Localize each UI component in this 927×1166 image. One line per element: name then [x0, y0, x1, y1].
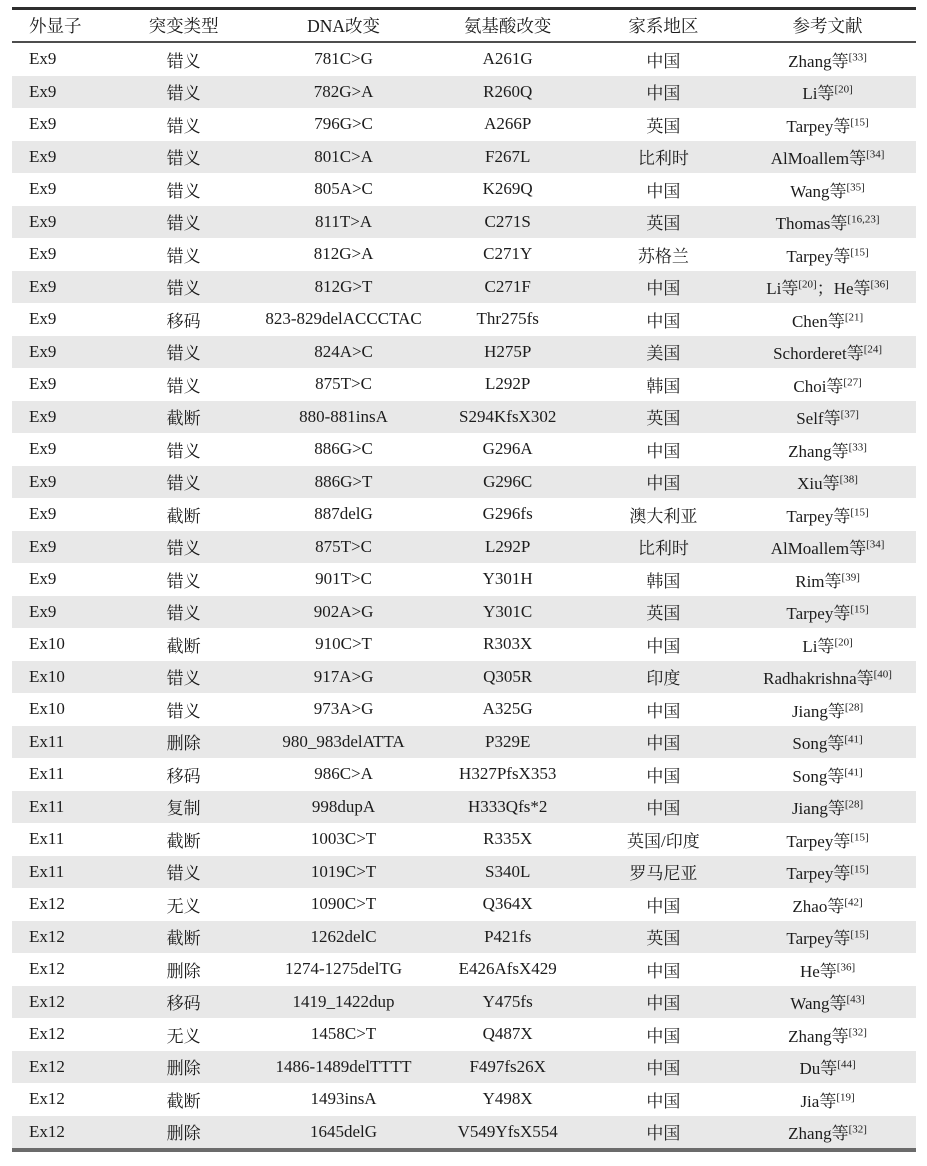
table-row: [12, 953, 916, 986]
cell-reference: Zhao等[42]: [792, 896, 863, 916]
cell-aa-change: C271Y: [483, 244, 533, 264]
cell-mutation-type: 无义: [166, 896, 201, 916]
cell-dna-change: 1019C>T: [259, 856, 427, 889]
cell-dna-change: 1003C>T: [310, 829, 377, 849]
cell-aa-change: C271F: [428, 271, 588, 304]
cell-aa-change: K269Q: [482, 179, 533, 199]
cell-dna-change: 823-829delACCCTAC: [265, 309, 422, 329]
column-header-aa-change: 氨基酸改变: [428, 9, 588, 43]
cell-exon: Ex12: [12, 986, 108, 1019]
cell-region: 中国: [646, 441, 681, 461]
cell-aa-change: Y301C: [428, 596, 588, 629]
cell-reference: Zhang等[33]: [788, 51, 867, 71]
table-row: [12, 206, 916, 239]
cell-mutation-type: 错义: [108, 596, 259, 629]
cell-mutation-type: 无义: [166, 1026, 201, 1046]
reference-superscript: [28]: [844, 798, 864, 811]
reference-superscript: [36]: [836, 961, 856, 974]
cell-exon: Ex10: [29, 634, 65, 654]
cell-exon: Ex9: [12, 401, 108, 434]
cell-region: 英国: [588, 206, 739, 239]
cell-region: 澳大利亚: [629, 506, 698, 526]
cell-reference: Li等[20]: [802, 636, 853, 656]
cell-region: 英国/印度: [627, 831, 700, 851]
cell-region: 中国: [646, 636, 681, 656]
cell-dna-change: 801C>A: [259, 141, 427, 174]
cell-reference: Thomas等[16,23]: [739, 206, 916, 239]
cell-mutation-type: 错义: [166, 246, 201, 266]
cell-exon: Ex12: [29, 1024, 65, 1044]
table-row: [12, 433, 916, 466]
cell-region: 中国: [646, 51, 681, 71]
cell-aa-change: A266P: [484, 114, 532, 134]
column-header-exon: 外显子: [12, 9, 108, 43]
table-row: [12, 823, 916, 856]
table-row: [12, 693, 916, 726]
cell-exon: Ex9: [12, 271, 108, 304]
cell-mutation-type: 移码: [166, 766, 201, 786]
cell-region: 中国: [588, 986, 739, 1019]
cell-aa-change: F267L: [428, 141, 588, 174]
table-row: [12, 76, 916, 109]
cell-exon: Ex12: [12, 1116, 108, 1151]
table-row: [12, 791, 916, 824]
cell-aa-change: R335X: [483, 829, 533, 849]
reference-superscript: [43]: [846, 993, 865, 1006]
cell-dna-change: 1090C>T: [310, 894, 377, 914]
reference-superscript: [15]: [850, 506, 869, 519]
cell-aa-change: G296fs: [482, 504, 533, 524]
cell-mutation-type: 截断: [166, 506, 201, 526]
cell-mutation-type: 截断: [108, 401, 259, 434]
cell-mutation-type: 删除: [108, 1116, 259, 1151]
cell-aa-change: S294KfsX302: [428, 401, 588, 434]
cell-mutation-type: 错义: [166, 51, 201, 71]
reference-superscript: [20]: [834, 636, 853, 649]
cell-reference: Self等[37]: [739, 401, 916, 434]
reference-superscript: [37]: [840, 408, 859, 421]
cell-mutation-type: 删除: [166, 961, 201, 981]
cell-dna-change: 796G>C: [314, 114, 373, 134]
cell-mutation-type: 删除: [108, 1051, 259, 1084]
cell-reference: Jia等[19]: [800, 1091, 855, 1111]
cell-aa-change: Y498X: [482, 1089, 533, 1109]
cell-region: 比利时: [588, 141, 739, 174]
cell-reference: Tarpey等[15]: [786, 831, 869, 851]
table-row: [12, 661, 916, 694]
table-row: [12, 531, 916, 564]
table-row: [12, 1051, 916, 1084]
cell-mutation-type: 错义: [108, 336, 259, 369]
cell-mutation-type: 截断: [166, 831, 201, 851]
cell-exon: Ex11: [12, 856, 108, 889]
cell-exon: Ex11: [12, 726, 108, 759]
cell-reference: Schorderet等[24]: [739, 336, 916, 369]
cell-dna-change: 917A>G: [259, 661, 427, 694]
cell-region: 印度: [588, 661, 739, 694]
cell-aa-change: H327PfsX353: [459, 764, 557, 784]
cell-dna-change: 1274-1275delTG: [284, 959, 403, 979]
cell-exon: Ex9: [12, 141, 108, 174]
table-header: [12, 9, 916, 43]
cell-aa-change: Q487X: [482, 1024, 533, 1044]
table-row: [12, 498, 916, 531]
cell-aa-change: H333Qfs*2: [428, 791, 588, 824]
cell-mutation-type: 截断: [166, 636, 201, 656]
reference-superscript: [41]: [844, 766, 863, 779]
cell-dna-change: 812G>A: [313, 244, 374, 264]
cell-exon: Ex9: [12, 531, 108, 564]
cell-dna-change: 886G>C: [314, 439, 373, 459]
cell-reference: Tarpey等[15]: [739, 856, 916, 889]
table-row: [12, 986, 916, 1019]
cell-reference: Tarpey等[15]: [739, 596, 916, 629]
cell-dna-change: 1262delC: [259, 921, 427, 954]
reference-superscript: [20]: [834, 83, 853, 96]
cell-exon: Ex9: [29, 439, 57, 459]
cell-mutation-type: 复制: [108, 791, 259, 824]
column-header-reference: 参考文献: [739, 9, 916, 43]
cell-aa-change: V549YfsX554: [428, 1116, 588, 1151]
cell-exon: Ex11: [12, 791, 108, 824]
cell-region: 中国: [646, 181, 681, 201]
cell-exon: Ex9: [29, 114, 57, 134]
cell-region: 罗马尼亚: [588, 856, 739, 889]
cell-aa-change: C271S: [428, 206, 588, 239]
table-row: [12, 108, 916, 141]
cell-region: 苏格兰: [637, 246, 689, 266]
cell-exon: Ex9: [12, 466, 108, 499]
cell-aa-change: A261G: [482, 49, 533, 69]
cell-mutation-type: 错义: [108, 141, 259, 174]
table-row: [12, 238, 916, 271]
cell-mutation-type: 移码: [108, 986, 259, 1019]
cell-region: 比利时: [588, 531, 739, 564]
table-row: [12, 856, 916, 889]
cell-aa-change: P329E: [428, 726, 588, 759]
cell-dna-change: 887delG: [314, 504, 373, 524]
cell-exon: Ex9: [12, 206, 108, 239]
reference-superscript: [44]: [837, 1058, 856, 1071]
table-row: [12, 1083, 916, 1116]
table-row: [12, 466, 916, 499]
cell-exon: Ex9: [29, 374, 57, 394]
cell-reference: Jiang等[28]: [791, 701, 864, 721]
cell-dna-change: 902A>G: [259, 596, 427, 629]
cell-mutation-type: 错义: [108, 271, 259, 304]
cell-aa-change: Thr275fs: [476, 309, 539, 329]
cell-mutation-type: 错义: [108, 466, 259, 499]
table-row: [12, 173, 916, 206]
reference-superscript: [34]: [866, 148, 885, 161]
cell-mutation-type: 错义: [166, 181, 201, 201]
cell-reference: Jiang等[28]: [739, 791, 916, 824]
cell-mutation-type: 错义: [108, 76, 259, 109]
table-row: [12, 336, 916, 369]
cell-exon: Ex12: [12, 1051, 108, 1084]
cell-mutation-type: 错义: [166, 116, 201, 136]
cell-reference: Chen等[21]: [791, 311, 864, 331]
cell-reference: Wang等[35]: [790, 181, 865, 201]
cell-mutation-type: 截断: [166, 1091, 201, 1111]
reference-superscript: [27]: [843, 376, 862, 389]
reference-superscript: [40]: [873, 668, 892, 681]
reference-superscript: [42]: [844, 896, 863, 909]
cell-region: 英国: [588, 401, 739, 434]
cell-exon: Ex9: [12, 76, 108, 109]
table-body: [12, 42, 916, 1150]
cell-region: 中国: [646, 701, 681, 721]
cell-dna-change: 1486-1489delTTTT: [259, 1051, 427, 1084]
table-row: [12, 368, 916, 401]
cell-dna-change: 811T>A: [259, 206, 427, 239]
reference-superscript: [38]: [839, 473, 858, 486]
table-row: [12, 1116, 916, 1151]
cell-reference: Rim等[39]: [795, 571, 860, 591]
cell-reference: Tarpey等[15]: [786, 116, 869, 136]
cell-reference: Du等[44]: [739, 1051, 916, 1084]
cell-aa-change: F497fs26X: [428, 1051, 588, 1084]
cell-region: 中国: [646, 961, 681, 981]
cell-aa-change: Q364X: [482, 894, 533, 914]
cell-aa-change: A325G: [482, 699, 533, 719]
reference-superscript: [39]: [841, 571, 860, 584]
cell-exon: Ex9: [29, 569, 57, 589]
cell-region: 韩国: [646, 376, 681, 396]
mutation-table: [12, 7, 916, 1152]
cell-exon: Ex9: [29, 504, 57, 524]
column-header-region: 家系地区: [588, 9, 739, 43]
cell-exon: Ex9: [29, 49, 57, 69]
cell-dna-change: 782G>A: [259, 76, 427, 109]
cell-exon: Ex9: [12, 336, 108, 369]
cell-mutation-type: 错义: [166, 701, 201, 721]
reference-superscript: [41]: [844, 733, 863, 746]
cell-dna-change: 1419_1422dup: [259, 986, 427, 1019]
column-header-dna-change: DNA改变: [259, 9, 427, 43]
cell-reference: He等[36]: [799, 961, 856, 981]
cell-dna-change: 1493insA: [310, 1089, 377, 1109]
cell-reference: Zhang等[32]: [788, 1026, 867, 1046]
cell-region: 英国: [588, 921, 739, 954]
cell-reference: AlMoallem等[34]: [739, 531, 916, 564]
cell-reference: Choi等[27]: [793, 376, 862, 396]
cell-dna-change: 986C>A: [314, 764, 373, 784]
cell-mutation-type: 删除: [108, 726, 259, 759]
cell-aa-change: H275P: [428, 336, 588, 369]
cell-region: 中国: [646, 896, 681, 916]
table-row: [12, 563, 916, 596]
table-row: [12, 303, 916, 336]
cell-region: 中国: [646, 1091, 681, 1111]
cell-reference: Wang等[43]: [739, 986, 916, 1019]
cell-region: 中国: [588, 76, 739, 109]
cell-reference: Zhang等[32]: [739, 1116, 916, 1151]
cell-region: 中国: [588, 1051, 739, 1084]
reference-superscript: [15]: [850, 831, 869, 844]
cell-aa-change: Q305R: [428, 661, 588, 694]
cell-region: 中国: [588, 271, 739, 304]
cell-dna-change: 998dupA: [259, 791, 427, 824]
cell-region: 英国: [646, 116, 681, 136]
cell-aa-change: G296C: [428, 466, 588, 499]
cell-dna-change: 805A>C: [314, 179, 373, 199]
cell-region: 中国: [646, 766, 681, 786]
cell-mutation-type: 错义: [166, 376, 201, 396]
cell-dna-change: 1458C>T: [310, 1024, 377, 1044]
reference-superscript: [19]: [836, 1091, 855, 1104]
cell-reference: Xiu等[38]: [739, 466, 916, 499]
table-row: [12, 1018, 916, 1051]
cell-dna-change: 824A>C: [259, 336, 427, 369]
cell-reference: Tarpey等[15]: [739, 921, 916, 954]
cell-aa-change: R260Q: [428, 76, 588, 109]
cell-exon: Ex11: [29, 764, 65, 784]
header-row: [12, 9, 916, 43]
cell-region: 中国: [646, 1026, 681, 1046]
reference-superscript: [33]: [848, 51, 867, 64]
cell-exon: Ex12: [29, 959, 65, 979]
cell-aa-change: E426AfsX429: [458, 959, 557, 979]
cell-dna-change: 875T>C: [259, 531, 427, 564]
reference-superscript: [34]: [866, 538, 885, 551]
cell-reference: Tarpey等[15]: [786, 246, 869, 266]
cell-exon: Ex10: [12, 661, 108, 694]
cell-reference: Zhang等[33]: [788, 441, 867, 461]
reference-superscript: [32]: [848, 1026, 867, 1039]
cell-aa-change: L292P: [485, 374, 531, 394]
cell-exon: Ex12: [29, 1089, 65, 1109]
table-row: [12, 628, 916, 661]
cell-reference: Tarpey等[15]: [786, 506, 869, 526]
table-row: [12, 758, 916, 791]
cell-reference: Song等[41]: [792, 766, 863, 786]
cell-dna-change: 886G>T: [259, 466, 427, 499]
reference-superscript: [33]: [848, 441, 867, 454]
cell-dna-change: 901T>C: [315, 569, 372, 589]
cell-mutation-type: 移码: [166, 311, 201, 331]
table-row: [12, 271, 916, 304]
reference-superscript: [36]: [870, 278, 889, 291]
cell-dna-change: 875T>C: [315, 374, 372, 394]
table-row: [12, 726, 916, 759]
reference-superscript: [35]: [846, 181, 865, 194]
reference-superscript: [24]: [863, 343, 883, 356]
reference-superscript: [28]: [844, 701, 864, 714]
cell-exon: Ex9: [29, 179, 57, 199]
cell-reference: Song等[41]: [739, 726, 916, 759]
reference-superscript: [15]: [850, 928, 869, 941]
cell-dna-change: 812G>T: [259, 271, 427, 304]
cell-region: 中国: [588, 1116, 739, 1151]
table-row: [12, 888, 916, 921]
cell-region: 中国: [588, 726, 739, 759]
cell-reference: Li等[20]；He等[36]: [739, 271, 916, 304]
table-row: [12, 596, 916, 629]
cell-mutation-type: 错义: [108, 206, 259, 239]
cell-dna-change: 980_983delATTA: [259, 726, 427, 759]
reference-superscript: [32]: [848, 1123, 867, 1136]
reference-superscript: [20]: [798, 278, 817, 291]
cell-exon: Ex12: [29, 894, 65, 914]
cell-aa-change: Y475fs: [428, 986, 588, 1019]
cell-reference: AlMoallem等[34]: [739, 141, 916, 174]
cell-dna-change: 910C>T: [315, 634, 372, 654]
reference-superscript: [15]: [850, 246, 869, 259]
cell-mutation-type: 错义: [108, 661, 259, 694]
cell-dna-change: 973A>G: [313, 699, 374, 719]
cell-dna-change: 1645delG: [259, 1116, 427, 1151]
cell-exon: Ex9: [29, 244, 57, 264]
mutation-table-container: [12, 7, 916, 1152]
cell-mutation-type: 错义: [166, 571, 201, 591]
reference-superscript: [15]: [850, 603, 869, 616]
reference-superscript: [16,23]: [847, 213, 880, 226]
cell-dna-change: 781C>G: [314, 49, 373, 69]
cell-aa-change: S340L: [428, 856, 588, 889]
cell-aa-change: P421fs: [428, 921, 588, 954]
table-row: [12, 141, 916, 174]
cell-region: 韩国: [646, 571, 681, 591]
column-header-mutation-type: 突变类型: [108, 9, 259, 43]
cell-exon: Ex9: [12, 596, 108, 629]
cell-region: 中国: [588, 791, 739, 824]
cell-aa-change: L292P: [428, 531, 588, 564]
table-row: [12, 921, 916, 954]
cell-exon: Ex12: [12, 921, 108, 954]
cell-mutation-type: 错义: [108, 531, 259, 564]
cell-exon: Ex9: [29, 309, 57, 329]
cell-region: 美国: [588, 336, 739, 369]
cell-region: 中国: [588, 466, 739, 499]
cell-dna-change: 880-881insA: [259, 401, 427, 434]
cell-region: 英国: [588, 596, 739, 629]
cell-mutation-type: 错义: [166, 441, 201, 461]
reference-superscript: [15]: [850, 116, 869, 129]
cell-aa-change: R303X: [483, 634, 533, 654]
reference-superscript: [21]: [844, 311, 864, 324]
cell-reference: Radhakrishna等[40]: [739, 661, 916, 694]
cell-exon: Ex10: [29, 699, 65, 719]
cell-mutation-type: 错义: [108, 856, 259, 889]
table-row: [12, 401, 916, 434]
table-row: [12, 42, 916, 76]
reference-superscript: [15]: [850, 863, 869, 876]
cell-region: 中国: [646, 311, 681, 331]
cell-reference: Li等[20]: [739, 76, 916, 109]
cell-aa-change: Y301H: [482, 569, 533, 589]
cell-mutation-type: 截断: [108, 921, 259, 954]
cell-aa-change: G296A: [482, 439, 533, 459]
cell-exon: Ex11: [29, 829, 65, 849]
